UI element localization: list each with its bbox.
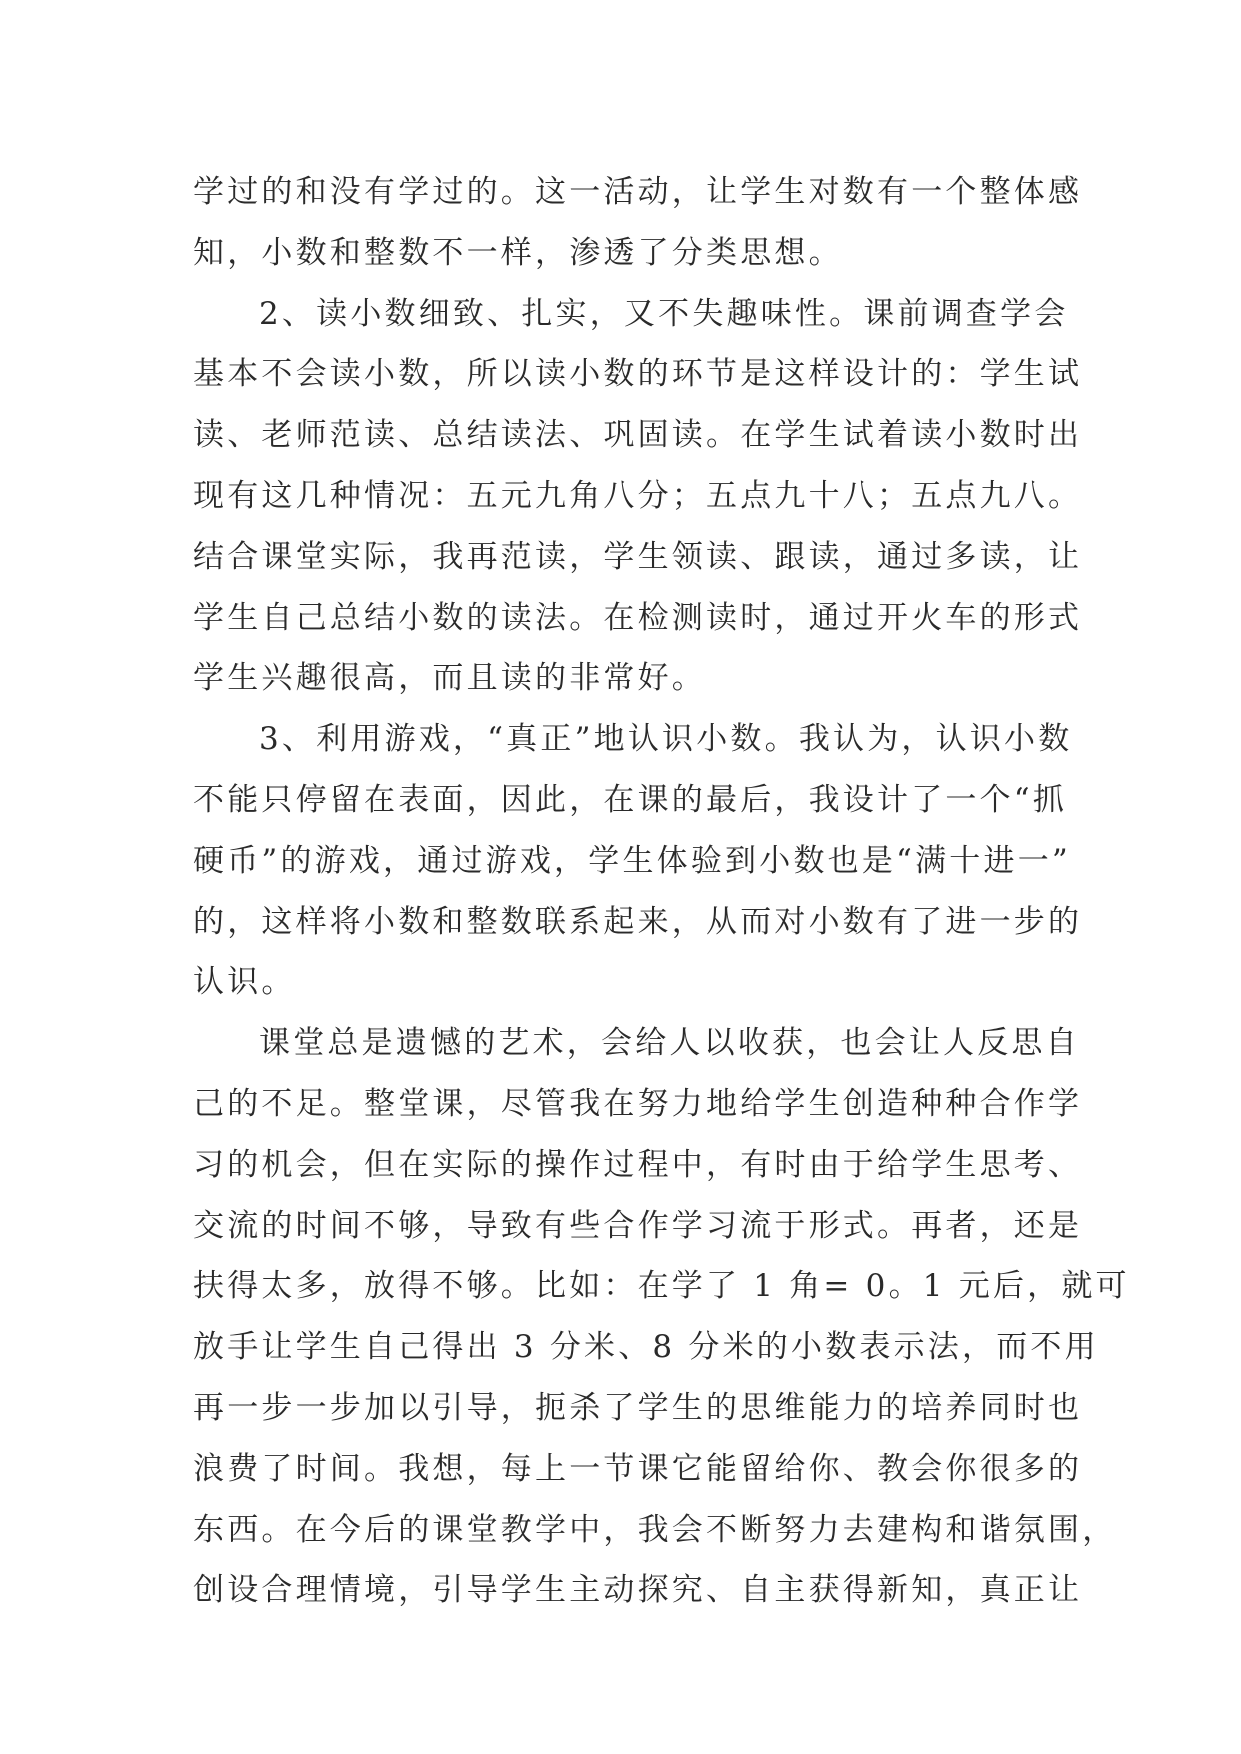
text-line: 创设合理情境，引导学生主动探究、自主获得新知，真正让 (193, 1572, 1083, 1609)
text-line: 读、老师范读、总结读法、巩固读。在学生试着读小数时出 (193, 417, 1083, 454)
paragraph-start-line: 2、读小数细致、扎实，又不失趣味性。课前调查学会 (259, 295, 1069, 332)
text-line: 己的不足。整堂课，尽管我在努力地给学生创造种种合作学 (193, 1085, 1083, 1122)
text-line: 放手让学生自己得出 3 分米、8 分米的小数表示法，而不用 (193, 1329, 1099, 1366)
text-line: 的，这样将小数和整数联系起来，从而对小数有了进一步的 (193, 903, 1083, 940)
text-line: 结合课堂实际，我再范读，学生领读、跟读，通过多读，让 (193, 538, 1083, 575)
text-line: 现有这几种情况：五元九角八分；五点九十八；五点九八。 (193, 477, 1083, 514)
text-line: 再一步一步加以引导，扼杀了学生的思维能力的培养同时也 (193, 1389, 1083, 1426)
paragraph-start-line: 课堂总是遗憾的艺术，会给人以收获，也会让人反思自 (259, 1025, 1080, 1062)
text-line: 知，小数和整数不一样，渗透了分类思想。 (193, 234, 843, 271)
text-line: 硬币”的游戏，通过游戏，学生体验到小数也是“满十进一” (193, 842, 1071, 879)
text-line: 学生自己总结小数的读法。在检测读时，通过开火车的形式 (193, 599, 1083, 636)
text-line: 学生兴趣很高，而且读的非常好。 (193, 660, 706, 697)
paragraph-start-line: 3、利用游戏，“真正”地认识小数。我认为，认识小数 (259, 721, 1073, 758)
text-line: 基本不会读小数，所以读小数的环节是这样设计的：学生试 (193, 356, 1083, 393)
text-line: 认识。 (193, 964, 296, 1001)
text-line: 不能只停留在表面，因此，在课的最后，我设计了一个“抓 (193, 781, 1068, 818)
text-line: 学过的和没有学过的。这一活动，让学生对数有一个整体感 (193, 174, 1083, 210)
text-line: 东西。在今后的课堂教学中，我会不断努力去建构和谐氛围， (193, 1511, 1117, 1548)
text-line: 交流的时间不够，导致有些合作学习流于形式。再者，还是 (193, 1207, 1083, 1244)
text-line: 扶得太多，放得不够。比如：在学了 1 角= 0。1 元后，就可 (193, 1268, 1130, 1305)
text-line: 浪费了时间。我想，每上一节课它能留给你、教会你很多的 (193, 1450, 1083, 1487)
text-line: 习的机会，但在实际的操作过程中，有时由于给学生思考、 (193, 1146, 1083, 1183)
body-text (193, 162, 1130, 1621)
